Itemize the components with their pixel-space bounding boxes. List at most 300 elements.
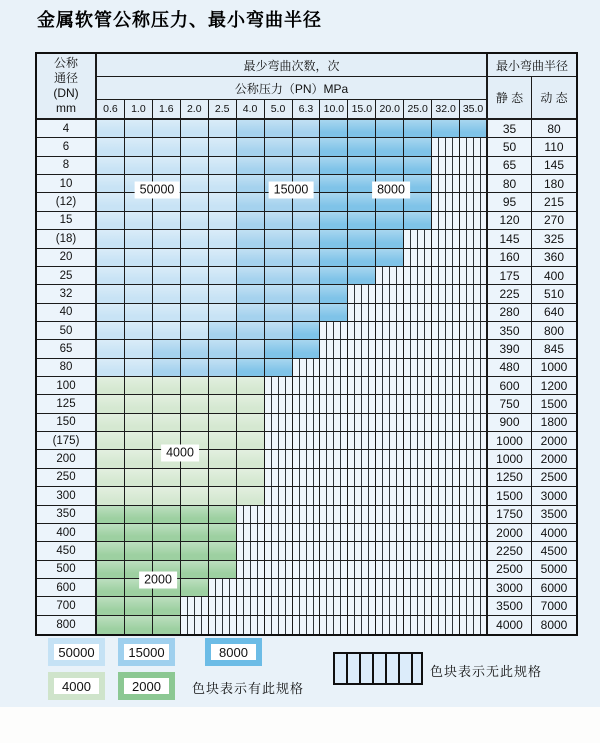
pressure-header-cell: 4.0 <box>237 100 265 120</box>
dn-cell: (175) <box>37 432 97 450</box>
spec-cell <box>97 285 125 303</box>
spec-cell <box>265 340 293 358</box>
dynamic-value-cell: 6000 <box>532 579 576 597</box>
spec-cell <box>404 395 432 413</box>
dn-header-line2: 通径 <box>53 71 78 85</box>
spec-cell <box>209 432 237 450</box>
spec-cell <box>293 304 321 322</box>
pressure-header-cell: 0.6 <box>97 100 125 120</box>
dynamic-value-cell: 4500 <box>532 542 576 560</box>
spec-cell <box>181 212 209 230</box>
spec-cell <box>265 120 293 138</box>
spec-cell <box>376 120 404 138</box>
spec-cell <box>265 414 293 432</box>
static-value-cell: 2000 <box>488 524 532 542</box>
spec-cell <box>348 359 376 377</box>
spec-cell <box>97 377 125 395</box>
dn-cell: 450 <box>37 542 97 560</box>
spec-cell <box>97 597 125 615</box>
spec-cell <box>320 193 348 211</box>
static-value-cell: 1250 <box>488 469 532 487</box>
spec-cell <box>125 322 153 340</box>
dn-cell: 65 <box>37 340 97 358</box>
spec-cell <box>237 561 265 579</box>
spec-cell <box>293 212 321 230</box>
spec-cell <box>293 230 321 248</box>
spec-cell <box>348 506 376 524</box>
spec-cell <box>153 138 181 156</box>
spec-cell <box>293 157 321 175</box>
spec-cell <box>348 120 376 138</box>
spec-cell <box>97 267 125 285</box>
spec-cell <box>237 304 265 322</box>
spec-cell <box>97 157 125 175</box>
spec-cell <box>97 395 125 413</box>
static-value-cell: 175 <box>488 267 532 285</box>
spec-cell <box>293 561 321 579</box>
spec-cell <box>460 487 488 505</box>
spec-cell <box>97 175 125 193</box>
spec-cell <box>153 267 181 285</box>
spec-cell <box>237 469 265 487</box>
spec-cell <box>265 230 293 248</box>
spec-cell <box>320 561 348 579</box>
spec-cell <box>181 359 209 377</box>
spec-cell <box>404 138 432 156</box>
spec-cell <box>237 597 265 615</box>
static-value-cell: 95 <box>488 193 532 211</box>
dynamic-value-cell: 7000 <box>532 597 576 615</box>
spec-cell <box>460 322 488 340</box>
spec-cell <box>460 469 488 487</box>
spec-cell <box>209 506 237 524</box>
spec-cell <box>320 414 348 432</box>
spec-cell <box>432 487 460 505</box>
spec-cell <box>320 249 348 267</box>
spec-cell <box>376 138 404 156</box>
spec-cell <box>293 616 321 634</box>
spec-cell <box>209 138 237 156</box>
static-value-cell: 280 <box>488 304 532 322</box>
spec-cell <box>348 487 376 505</box>
spec-cell <box>404 506 432 524</box>
spec-cell <box>209 469 237 487</box>
spec-cell <box>265 138 293 156</box>
spec-cell <box>125 267 153 285</box>
spec-cell <box>460 267 488 285</box>
spec-cell <box>320 285 348 303</box>
spec-cell <box>460 524 488 542</box>
dynamic-value-cell: 80 <box>532 120 576 138</box>
spec-cell <box>265 212 293 230</box>
spec-cell <box>404 230 432 248</box>
spec-cell <box>293 487 321 505</box>
static-value-cell: 225 <box>488 285 532 303</box>
spec-cell <box>432 157 460 175</box>
static-value-cell: 4000 <box>488 616 532 634</box>
spec-cell <box>125 395 153 413</box>
spec-cell <box>265 524 293 542</box>
static-value-cell: 35 <box>488 120 532 138</box>
spec-cell <box>265 249 293 267</box>
spec-cell <box>320 138 348 156</box>
spec-cell <box>237 432 265 450</box>
spec-cell <box>460 175 488 193</box>
dynamic-value-cell: 3500 <box>532 506 576 524</box>
static-value-cell: 1000 <box>488 432 532 450</box>
spec-cell <box>97 542 125 560</box>
legend-swatch-4000: 4000 <box>48 672 105 700</box>
spec-cell <box>293 138 321 156</box>
spec-cell <box>432 285 460 303</box>
spec-cell <box>404 359 432 377</box>
spec-cell <box>209 524 237 542</box>
spec-cell <box>404 285 432 303</box>
spec-cell <box>265 561 293 579</box>
spec-cell <box>320 432 348 450</box>
spec-cell <box>153 249 181 267</box>
region-label-15000: 15000 <box>269 182 314 199</box>
spec-cell <box>97 340 125 358</box>
dynamic-value-cell: 360 <box>532 249 576 267</box>
spec-cell <box>404 616 432 634</box>
spec-cell <box>376 230 404 248</box>
spec-cell <box>237 616 265 634</box>
spec-cell <box>348 561 376 579</box>
spec-cell <box>265 432 293 450</box>
spec-cell <box>432 359 460 377</box>
spec-cell <box>460 230 488 248</box>
spec-cell <box>376 432 404 450</box>
spec-cell <box>237 487 265 505</box>
spec-cell <box>209 359 237 377</box>
static-header: 静 态 <box>488 77 532 120</box>
spec-cell <box>404 414 432 432</box>
min-radius-header: 最小弯曲半径 <box>488 54 576 77</box>
spec-cell <box>153 524 181 542</box>
spec-cell <box>237 377 265 395</box>
dn-cell: 400 <box>37 524 97 542</box>
spec-cell <box>376 377 404 395</box>
pressure-header-cell: 20.0 <box>376 100 404 120</box>
spec-cell <box>432 230 460 248</box>
spec-cell <box>348 469 376 487</box>
pressure-header-cell: 6.3 <box>293 100 321 120</box>
spec-cell <box>181 395 209 413</box>
spec-cell <box>432 579 460 597</box>
bend-cycles-header: 最少弯曲次数，次 <box>97 54 488 77</box>
spec-cell <box>376 395 404 413</box>
spec-cell <box>348 212 376 230</box>
spec-cell <box>97 138 125 156</box>
spec-cell <box>460 359 488 377</box>
pressure-header-cell: 35.0 <box>460 100 488 120</box>
spec-cell <box>293 524 321 542</box>
legend-has-spec-text: 色块表示有此规格 <box>192 681 305 696</box>
spec-cell <box>125 597 153 615</box>
dn-cell: 6 <box>37 138 97 156</box>
pressure-header-cell: 1.0 <box>125 100 153 120</box>
static-value-cell: 480 <box>488 359 532 377</box>
spec-cell <box>376 304 404 322</box>
spec-cell <box>97 579 125 597</box>
spec-cell <box>293 395 321 413</box>
spec-cell <box>237 175 265 193</box>
dynamic-value-cell: 800 <box>532 322 576 340</box>
spec-cell <box>265 285 293 303</box>
spec-cell <box>181 249 209 267</box>
spec-cell <box>237 340 265 358</box>
dn-cell: 600 <box>37 579 97 597</box>
spec-cell <box>320 175 348 193</box>
static-value-cell: 2500 <box>488 561 532 579</box>
spec-cell <box>293 542 321 560</box>
spec-cell <box>293 267 321 285</box>
spec-cell <box>181 377 209 395</box>
spec-cell <box>181 285 209 303</box>
spec-cell <box>125 414 153 432</box>
spec-cell <box>181 120 209 138</box>
spec-cell <box>460 616 488 634</box>
spec-cell <box>153 157 181 175</box>
spec-cell <box>348 377 376 395</box>
spec-cell <box>460 579 488 597</box>
spec-cell <box>97 616 125 634</box>
spec-cell <box>293 432 321 450</box>
spec-cell <box>320 212 348 230</box>
spec-cell <box>432 340 460 358</box>
spec-cell <box>376 506 404 524</box>
spec-cell <box>209 230 237 248</box>
spec-cell <box>320 157 348 175</box>
spec-cell <box>237 524 265 542</box>
spec-cell <box>376 542 404 560</box>
spec-cell <box>209 120 237 138</box>
spec-cell <box>181 230 209 248</box>
spec-cell <box>181 616 209 634</box>
spec-cell <box>460 542 488 560</box>
spec-cell <box>125 432 153 450</box>
spec-cell <box>404 432 432 450</box>
spec-cell <box>237 138 265 156</box>
dn-header-line1: 公称 <box>53 56 78 70</box>
spec-cell <box>293 322 321 340</box>
dynamic-value-cell: 5000 <box>532 561 576 579</box>
dn-cell: 350 <box>37 506 97 524</box>
dn-cell: 4 <box>37 120 97 138</box>
spec-cell <box>237 120 265 138</box>
spec-cell <box>209 175 237 193</box>
spec-cell <box>460 377 488 395</box>
spec-cell <box>293 506 321 524</box>
spec-cell <box>125 249 153 267</box>
spec-cell <box>404 487 432 505</box>
spec-cell <box>432 138 460 156</box>
spec-cell <box>432 469 460 487</box>
spec-cell <box>181 414 209 432</box>
spec-cell <box>460 249 488 267</box>
spec-cell <box>404 157 432 175</box>
static-value-cell: 3000 <box>488 579 532 597</box>
spec-cell <box>432 542 460 560</box>
static-value-cell: 2250 <box>488 542 532 560</box>
dn-cell: 300 <box>37 487 97 505</box>
spec-cell <box>181 138 209 156</box>
spec-cell <box>376 359 404 377</box>
dynamic-value-cell: 510 <box>532 285 576 303</box>
spec-cell <box>153 212 181 230</box>
spec-cell <box>125 120 153 138</box>
spec-cell <box>153 377 181 395</box>
dynamic-value-cell: 1200 <box>532 377 576 395</box>
spec-cell <box>181 487 209 505</box>
spec-cell <box>460 157 488 175</box>
spec-cell <box>376 616 404 634</box>
spec-cell <box>432 267 460 285</box>
spec-cell <box>265 616 293 634</box>
pressure-header-cell: 10.0 <box>320 100 348 120</box>
spec-cell <box>237 414 265 432</box>
spec-cell <box>404 304 432 322</box>
spec-cell <box>125 359 153 377</box>
pressure-header-cell: 5.0 <box>265 100 293 120</box>
spec-cell <box>293 120 321 138</box>
pressure-header-cell: 32.0 <box>432 100 460 120</box>
spec-cell <box>153 359 181 377</box>
dynamic-value-cell: 270 <box>532 212 576 230</box>
dn-cell: 100 <box>37 377 97 395</box>
spec-cell <box>209 395 237 413</box>
spec-cell <box>432 506 460 524</box>
spec-cell <box>404 469 432 487</box>
spec-cell <box>125 212 153 230</box>
spec-cell <box>432 395 460 413</box>
spec-cell <box>209 597 237 615</box>
spec-cell <box>181 469 209 487</box>
dynamic-value-cell: 400 <box>532 267 576 285</box>
dn-cell: 150 <box>37 414 97 432</box>
spec-cell <box>237 267 265 285</box>
spec-cell <box>320 542 348 560</box>
pressure-header: 公称压力（PN）MPa <box>97 77 488 100</box>
spec-cell <box>265 395 293 413</box>
spec-cell <box>404 120 432 138</box>
spec-cell <box>265 377 293 395</box>
spec-cell <box>404 212 432 230</box>
spec-cell <box>181 524 209 542</box>
spec-cell <box>265 469 293 487</box>
spec-cell <box>432 120 460 138</box>
spec-cell <box>153 230 181 248</box>
spec-cell <box>181 579 209 597</box>
spec-cell <box>460 138 488 156</box>
spec-cell <box>265 267 293 285</box>
spec-cell <box>293 469 321 487</box>
spec-cell <box>348 340 376 358</box>
spec-cell <box>237 230 265 248</box>
spec-cell <box>97 193 125 211</box>
spec-cell <box>320 120 348 138</box>
spec-cell <box>320 524 348 542</box>
spec-cell <box>237 450 265 468</box>
pressure-header-cell: 2.5 <box>209 100 237 120</box>
spec-cell <box>125 487 153 505</box>
dynamic-value-cell: 325 <box>532 230 576 248</box>
spec-cell <box>320 340 348 358</box>
spec-cell <box>125 469 153 487</box>
spec-cell <box>320 450 348 468</box>
spec-cell <box>209 267 237 285</box>
spec-cell <box>320 322 348 340</box>
spec-cell <box>460 304 488 322</box>
spec-cell <box>153 597 181 615</box>
dynamic-value-cell: 3000 <box>532 487 576 505</box>
spec-cell <box>348 285 376 303</box>
spec-cell <box>97 506 125 524</box>
spec-cell <box>432 524 460 542</box>
spec-cell <box>404 249 432 267</box>
spec-cell <box>376 414 404 432</box>
dynamic-value-cell: 110 <box>532 138 576 156</box>
dynamic-value-cell: 640 <box>532 304 576 322</box>
spec-cell <box>209 304 237 322</box>
spec-cell <box>237 249 265 267</box>
spec-cell <box>404 524 432 542</box>
spec-cell <box>181 322 209 340</box>
spec-cell <box>97 561 125 579</box>
dn-cell: 200 <box>37 450 97 468</box>
dynamic-value-cell: 2000 <box>532 432 576 450</box>
spec-cell <box>348 395 376 413</box>
spec-cell <box>97 487 125 505</box>
spec-cell <box>432 561 460 579</box>
spec-cell <box>265 487 293 505</box>
dn-cell: 15 <box>37 212 97 230</box>
spec-cell <box>432 322 460 340</box>
spec-cell <box>320 267 348 285</box>
spec-cell <box>404 561 432 579</box>
dn-cell: 500 <box>37 561 97 579</box>
spec-cell <box>97 212 125 230</box>
spec-cell <box>376 524 404 542</box>
static-value-cell: 145 <box>488 230 532 248</box>
region-label-2000: 2000 <box>139 572 177 589</box>
spec-cell <box>153 487 181 505</box>
static-value-cell: 600 <box>488 377 532 395</box>
spec-cell <box>153 506 181 524</box>
spec-cell <box>237 322 265 340</box>
spec-cell <box>181 157 209 175</box>
pressure-header-cell: 2.0 <box>181 100 209 120</box>
spec-cell <box>348 138 376 156</box>
spec-cell <box>265 506 293 524</box>
region-label-50000: 50000 <box>135 182 180 199</box>
spec-cell <box>348 450 376 468</box>
dn-cell: 25 <box>37 267 97 285</box>
spec-cell <box>404 267 432 285</box>
spec-cell <box>125 230 153 248</box>
spec-cell <box>125 506 153 524</box>
spec-cell <box>376 579 404 597</box>
spec-cell <box>265 542 293 560</box>
spec-cell <box>293 414 321 432</box>
spec-cell <box>460 561 488 579</box>
spec-cell <box>209 616 237 634</box>
spec-cell <box>209 561 237 579</box>
legend-no-spec-text: 色块表示无此规格 <box>430 664 543 679</box>
spec-cell <box>153 285 181 303</box>
spec-cell <box>376 450 404 468</box>
